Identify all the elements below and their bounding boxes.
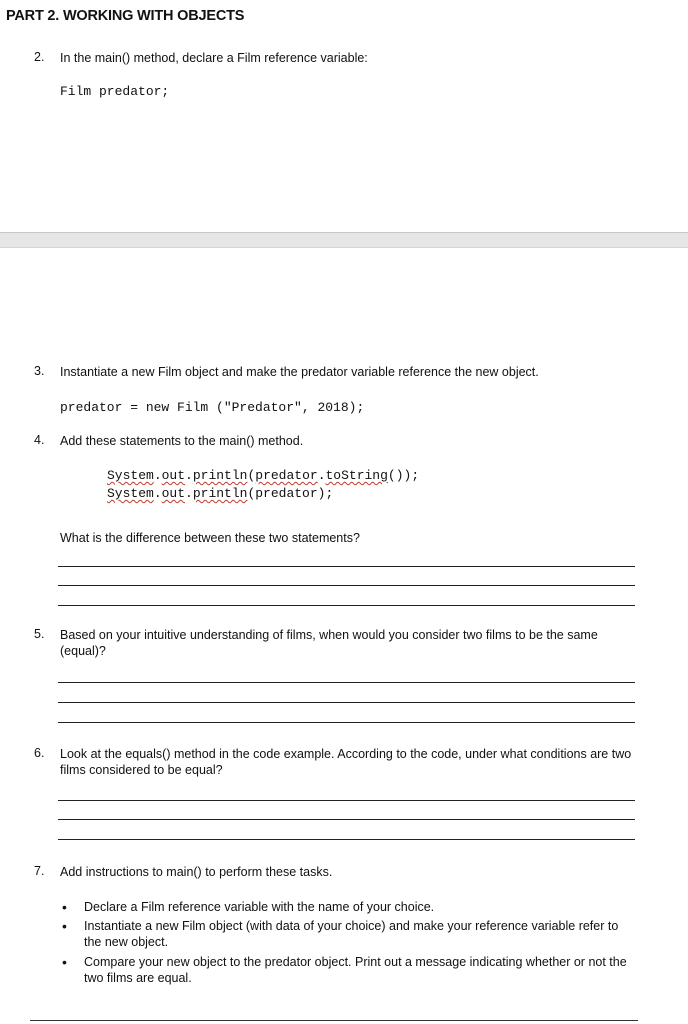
q3-number: 3. <box>34 364 45 378</box>
code-token-dot: . <box>185 486 193 501</box>
answer-line[interactable] <box>58 585 635 586</box>
code-token-out: out <box>161 468 186 483</box>
q3-code: predator = new Film ("Predator", 2018); <box>60 400 365 415</box>
q4-number: 4. <box>34 433 45 447</box>
q2-text: In the main() method, declare a Film reference variable: <box>60 51 368 65</box>
q7-text: Add instructions to main() to perform these tasks. <box>60 865 333 879</box>
code-token-paren: ( <box>247 468 256 483</box>
code-token-dot: . <box>153 486 162 501</box>
answer-line[interactable] <box>58 819 635 820</box>
code-token-system: System <box>107 486 154 501</box>
code-token-dot: . <box>185 468 193 483</box>
q7-number: 7. <box>34 864 45 878</box>
answer-line[interactable] <box>58 839 635 840</box>
q5-text: Based on your intuitive understanding of films, when would you consider two films to be the same (equal)? <box>60 628 598 658</box>
answer-line[interactable] <box>58 566 635 567</box>
page-heading: PART 2. WORKING WITH OBJECTS <box>6 8 245 24</box>
q6-text: Look at the equals() method in the code example. According to the code, under what conditions are two films considered to be equal? <box>60 747 632 777</box>
q6-number: 6. <box>34 746 45 760</box>
q7-bullet-1: Declare a Film reference variable with the name of your choice. <box>84 900 435 914</box>
q7-bullet-3: Compare your new object to the predator object. Print out a message indicating whether or not the two films are equal. <box>84 955 627 985</box>
answer-line[interactable] <box>58 682 635 683</box>
answer-line[interactable] <box>58 605 635 606</box>
bullet-icon: • <box>62 899 67 915</box>
code-token-tostring: toString <box>325 468 388 483</box>
code-token-println: println <box>192 486 248 501</box>
bullet-icon: • <box>62 954 67 970</box>
q5-number: 5. <box>34 627 45 641</box>
bottom-rule <box>30 1020 638 1021</box>
q2-number: 2. <box>34 50 45 64</box>
page-break <box>0 232 688 248</box>
q4-text: Add these statements to the main() method. <box>60 434 304 448</box>
q2-code: Film predator; <box>60 84 170 99</box>
code-token-dot: . <box>317 468 326 483</box>
code-token-close: ()); <box>387 468 420 483</box>
code-token-predator: predator <box>255 468 318 483</box>
code-token-system: System <box>107 468 154 483</box>
code-token-println: println <box>192 468 248 483</box>
answer-line[interactable] <box>58 702 635 703</box>
code-token-out: out <box>161 486 186 501</box>
q4-code-line-2 <box>107 486 333 501</box>
q4-question: What is the difference between these two statements? <box>60 531 360 545</box>
answer-line[interactable] <box>58 722 635 723</box>
answer-line[interactable] <box>58 800 635 801</box>
q4-code-line-1 <box>107 468 419 483</box>
code-token-rest: (predator); <box>247 486 334 501</box>
q7-bullet-2: Instantiate a new Film object (with data of your choice) and make your reference variable refer to the new object. <box>84 919 619 949</box>
code-token-dot: . <box>153 468 162 483</box>
q3-text: Instantiate a new Film object and make the predator variable reference the new object. <box>60 365 539 379</box>
bullet-icon: • <box>62 918 67 934</box>
